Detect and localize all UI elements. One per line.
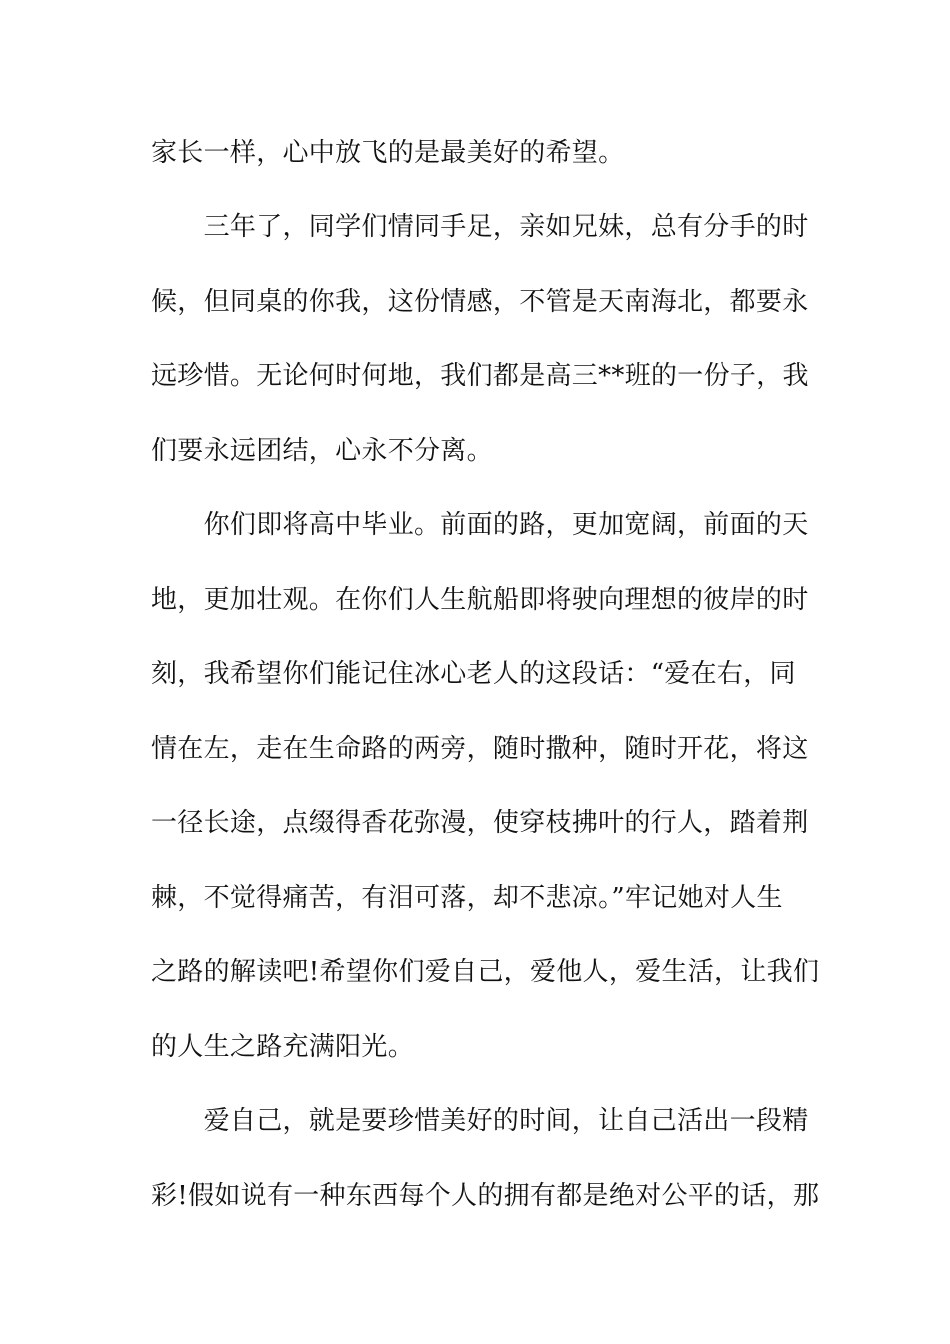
text-line: 之路的解读吧!希望你们爱自己，爱他人，爱生活，让我们 (151, 957, 820, 987)
text-line: 刻，我希望你们能记住冰心老人的这段话：“爱在右，同 (151, 659, 796, 689)
text-line: 家长一样，心中放飞的是最美好的希望。 (151, 138, 625, 168)
text-line: 你们即将高中毕业。前面的路，更加宽阔，前面的天 (151, 510, 809, 540)
text-line: 地，更加壮观。在你们人生航船即将驶向理想的彼岸的时 (151, 585, 809, 615)
text-line: 的人生之路充满阳光。 (151, 1032, 415, 1062)
text-line: 一径长途，点缀得香花弥漫，使穿枝拂叶的行人，踏着荆 (151, 808, 809, 838)
text-line: 棘，不觉得痛苦，有泪可落，却不悲凉。”牢记她对人生 (151, 883, 783, 913)
text-line: 们要永远团结，心永不分离。 (151, 436, 493, 466)
text-line: 三年了，同学们情同手足，亲如兄妹，总有分手的时 (151, 212, 809, 242)
text-line: 情在左，走在生命路的两旁，随时撒种，随时开花，将这 (151, 734, 809, 764)
text-line: 彩!假如说有一种东西每个人的拥有都是绝对公平的话，那 (151, 1181, 820, 1211)
text-line: 爱自己，就是要珍惜美好的时间，让自己活出一段精 (151, 1106, 809, 1136)
text-line: 候，但同桌的你我，这份情感，不管是天南海北，都要永 (151, 287, 809, 317)
text-line: 远珍惜。无论何时何地，我们都是高三**班的一份子，我 (151, 361, 809, 391)
